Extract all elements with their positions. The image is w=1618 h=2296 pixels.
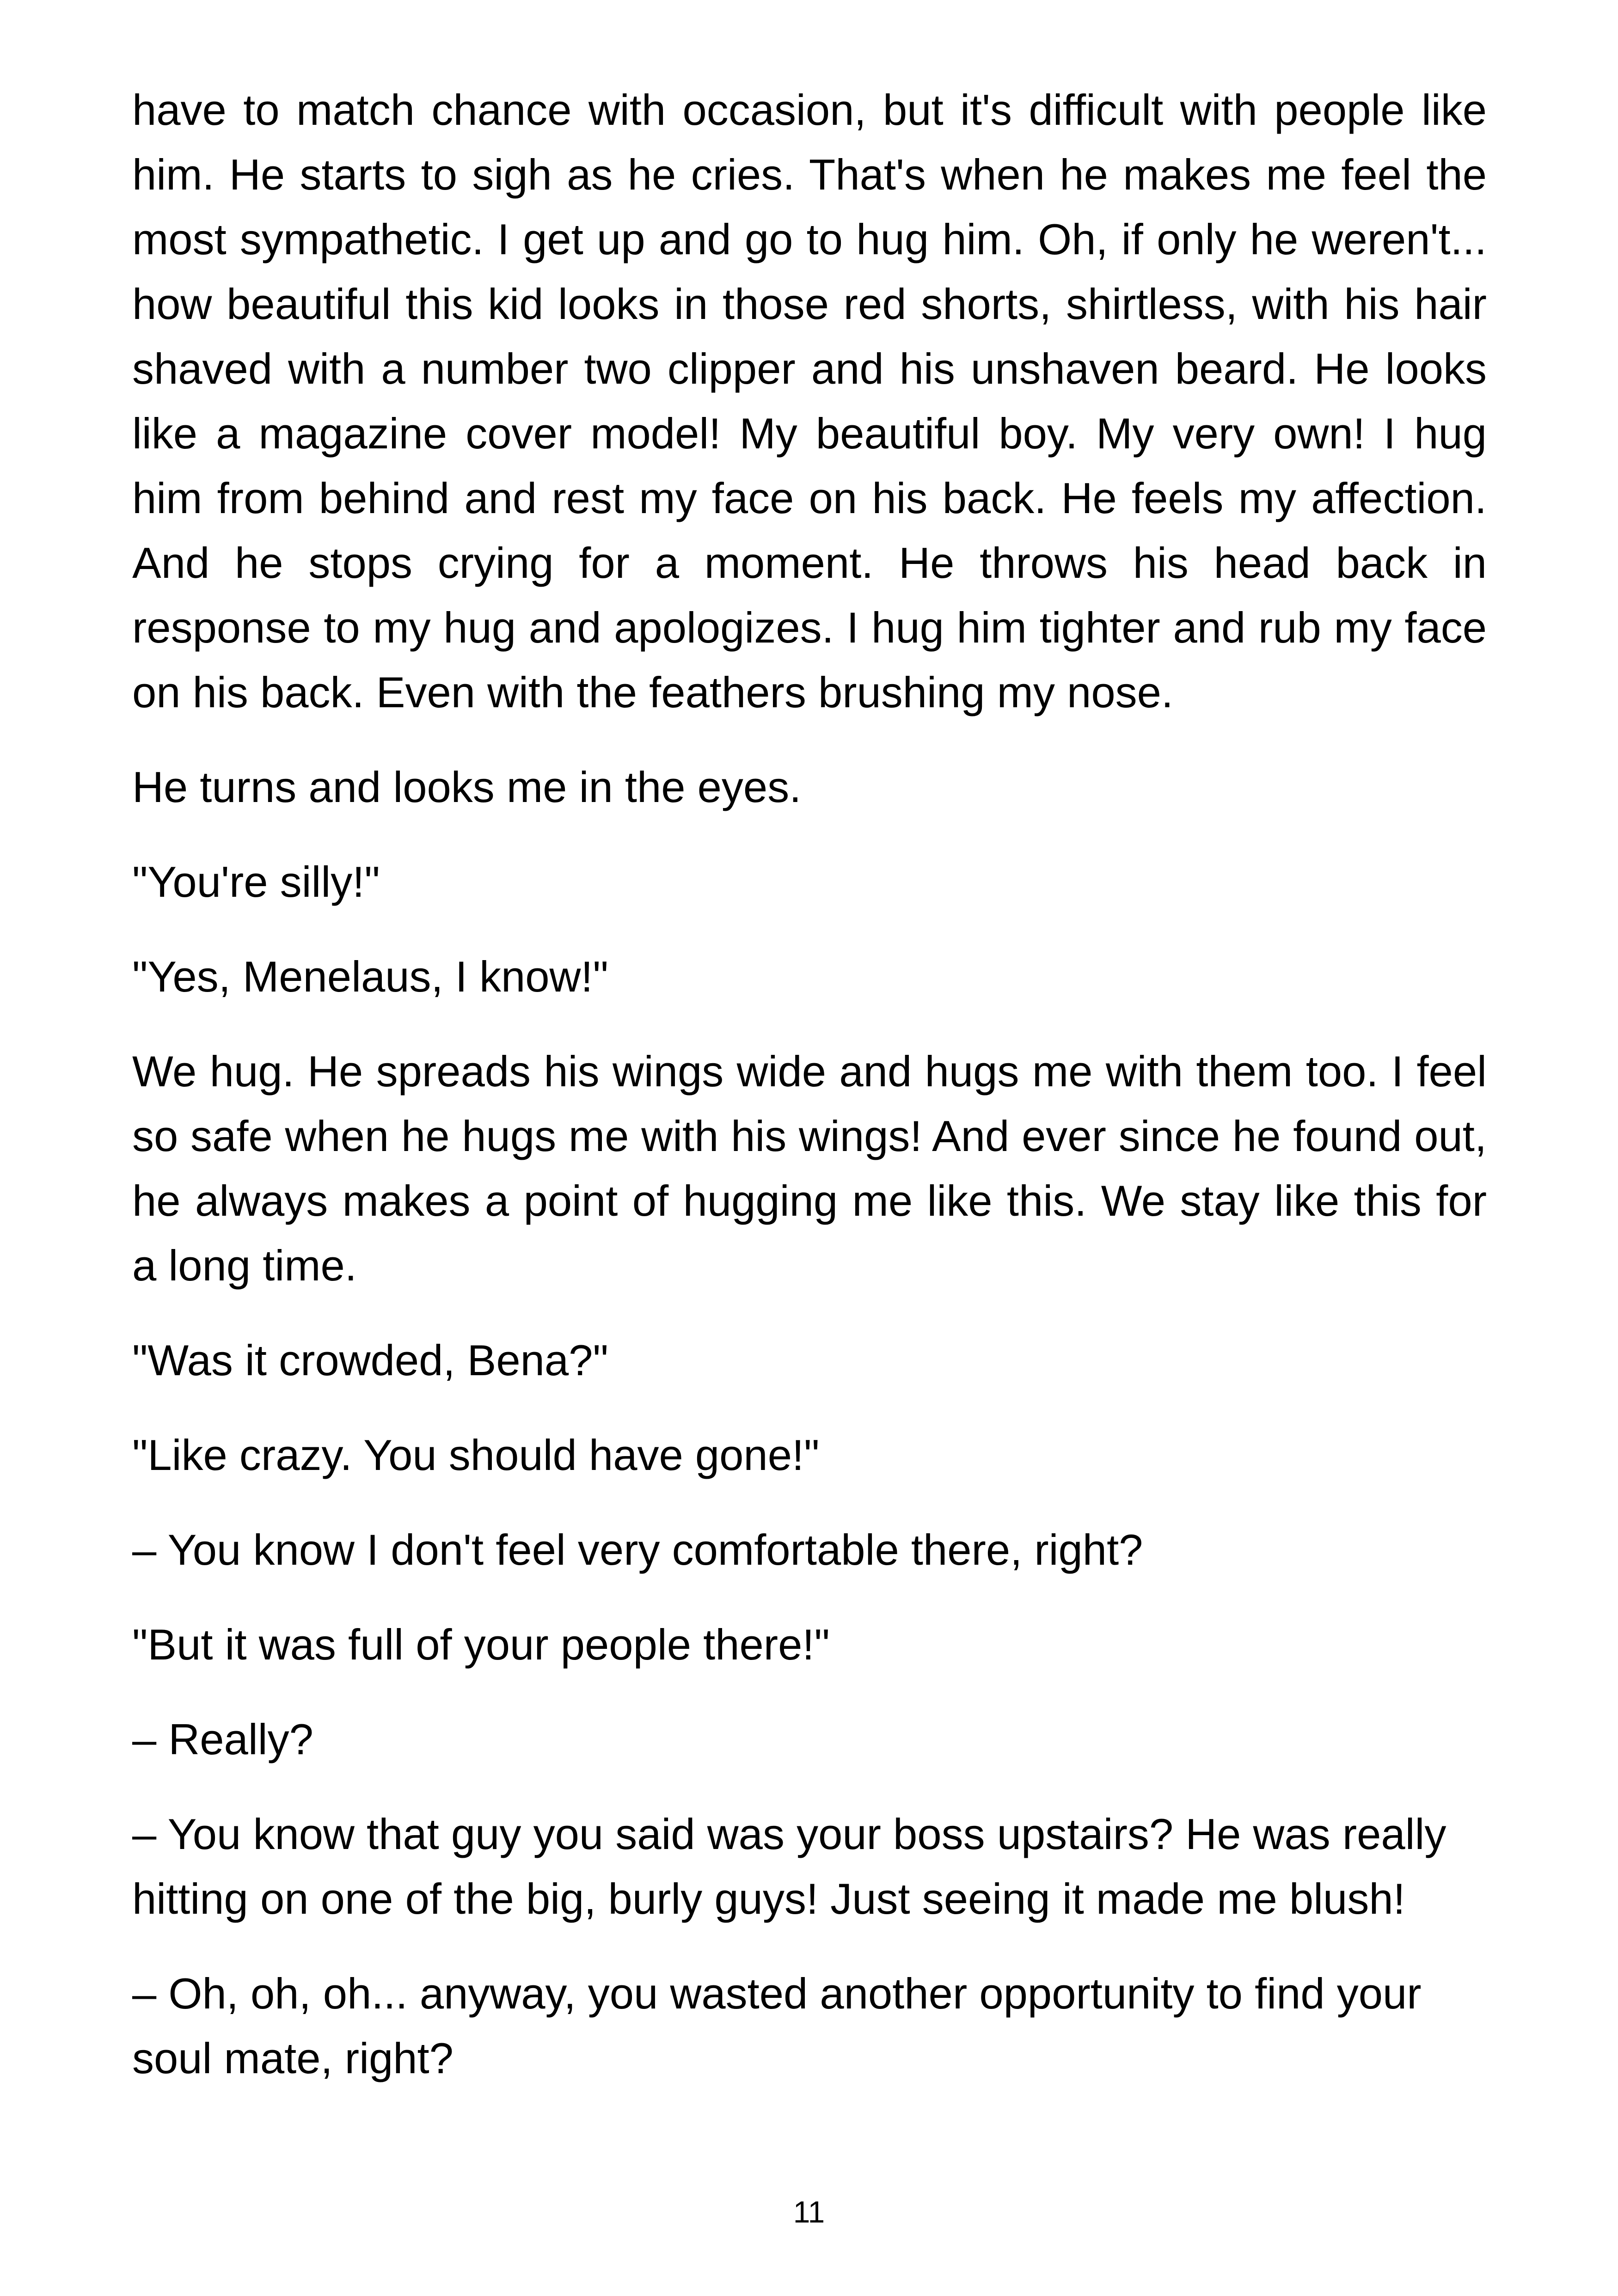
body-text bbox=[132, 78, 1487, 2121]
page-number: 11 bbox=[793, 2195, 825, 2229]
dialogue-line: "But it was full of your people there!" bbox=[132, 1620, 830, 1669]
dialogue-line: "Was it crowded, Bena?" bbox=[132, 1336, 608, 1384]
dialogue-line: – You know that guy you said was your boss upstairs? He was really hitting on one of the big, burly guys! Just seeing it made me blush! bbox=[132, 1810, 1446, 1923]
dialogue-line: "Yes, Menelaus, I know!" bbox=[132, 952, 608, 1001]
dialogue-line: – Really? bbox=[132, 1715, 313, 1763]
dialogue-line: – Oh, oh, oh... anyway, you wasted another opportunity to find your soul mate, right? bbox=[132, 1969, 1422, 2082]
paragraph-narration-hug: have to match chance with occasion, but it's difficult with people like him. He starts to sigh as he cries. That's when he makes me feel the most sympathetic. I get up and go to hug him. Oh, if only he weren't... how beautiful this kid looks in those red shorts, shirtless, with his hair shaved with a number two clipper and his unshaven beard. He looks like a magazine cover model! My beautiful boy. My very own! I hug him from behind and rest my face on his back. He feels my affection. And he stops crying for a moment. He throws his head back in response to my hug and apologizes. I hug him tighter and rub my face on his back. Even with the feathers brushing my nose. bbox=[132, 86, 1487, 716]
paragraph-wings-hug: We hug. He spreads his wings wide and hugs me with them too. I feel so safe when he hugs me with his wings! And ever since he found out, he always makes a point of hugging me like this. We stay like this for a long time. bbox=[132, 1047, 1487, 1290]
paragraph-turns: He turns and looks me in the eyes. bbox=[132, 763, 802, 811]
dialogue-line: "Like crazy. You should have gone!" bbox=[132, 1431, 820, 1479]
dialogue-line: "You're silly!" bbox=[132, 857, 380, 906]
dialogue-line: – You know I don't feel very comfortable there, right? bbox=[132, 1525, 1143, 1574]
